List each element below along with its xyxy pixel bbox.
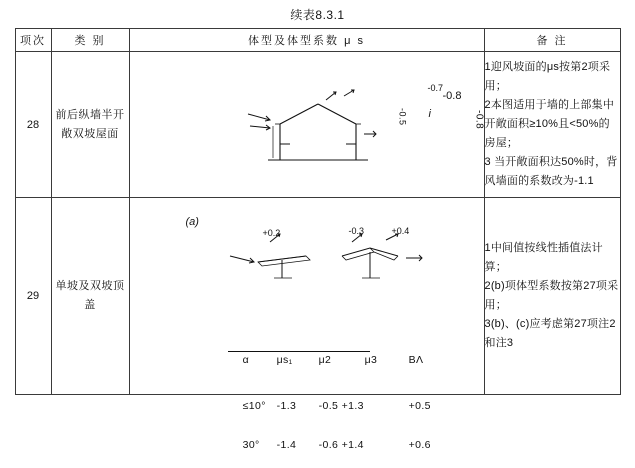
row-item-no: 28: [15, 52, 51, 198]
page-title: 续表8.3.1: [290, 8, 345, 22]
mini-header-mu3: μ3: [364, 354, 378, 366]
row-figure: [129, 52, 484, 198]
mini-cell-mus1: -1.3: [276, 400, 297, 412]
coefficients-table: [15, 28, 621, 451]
figure-label-minus05-left: -0.5: [397, 108, 408, 126]
mini-table-rule: [228, 351, 370, 352]
mini-cell-mu3: +0.5: [408, 400, 431, 412]
header-category: 类 别: [51, 29, 129, 52]
remark-line-1: 1中间值按线性插值法计算；: [484, 242, 603, 273]
remark-line-3: 3(b)、(c)应考虑第27项注2和注3: [484, 318, 616, 349]
row-figure: [129, 198, 484, 451]
mini-cell-mus1: -1.4: [276, 439, 297, 451]
row-category: 单坡及双坡顶盖: [51, 198, 129, 395]
mini-cell-mu3: +0.6: [408, 439, 431, 451]
figure-half-open-gable-roof: [130, 52, 484, 197]
figure-label-slope-i: i: [428, 108, 431, 120]
mini-header-alpha: α: [242, 354, 250, 366]
mini-header-ba: ΒΛ: [408, 354, 424, 366]
mini-cell-alpha: 30°: [242, 439, 260, 451]
table-row: [15, 198, 620, 395]
row-item-no: 29: [15, 198, 51, 395]
row-remarks: [484, 52, 620, 198]
figure-label-plus04: +0.4: [391, 226, 410, 236]
remark-line-1: 1迎风坡面的μs按第2项采用；: [484, 61, 611, 92]
header-remarks: 备 注: [484, 29, 620, 52]
figure-label-minus08-right: -0.8: [473, 110, 485, 130]
table-header-row: [15, 29, 620, 52]
remark-line-2: 2本图适用于墙的上部集中开敞面积≥10%且<50%的房屋；: [484, 99, 615, 149]
row-category: 前后纵墙半开敞双坡屋面: [51, 52, 129, 198]
mini-header-mu2: μ2: [318, 354, 332, 366]
mini-header-mus1: μs₁: [276, 354, 293, 366]
mini-table-row: [190, 384, 443, 412]
remark-line-2: 2(b)项体型系数按第27项采用；: [484, 280, 619, 311]
header-item-no: 项次: [15, 29, 51, 52]
figure-sublabel-a: (a): [185, 216, 199, 228]
mini-cell-alpha: ≤10°: [242, 400, 266, 412]
mini-cell-mu2: -0.6 +1.4: [318, 439, 364, 451]
figure-label-minus07: -0.7: [427, 83, 444, 93]
row-remarks: [484, 198, 620, 395]
figure-label-minus08-top: -0.8: [442, 90, 462, 102]
header-shape-coefficient: 体型及体型系数 μ s: [129, 29, 484, 52]
figure-label-minus03: -0.3: [348, 226, 365, 236]
figure-single-double-slope-canopy: [130, 198, 484, 451]
remark-line-3: 3 当开敞面积达50%时，背风墙面的系数改为-1.1: [484, 156, 618, 187]
mini-cell-mu2: -0.5 +1.3: [318, 400, 364, 412]
gable-roof-diagram: [130, 52, 485, 197]
mini-coefficient-table: [190, 314, 443, 462]
figure-label-plus02: +0.2: [262, 228, 281, 238]
table-row: [15, 52, 620, 198]
